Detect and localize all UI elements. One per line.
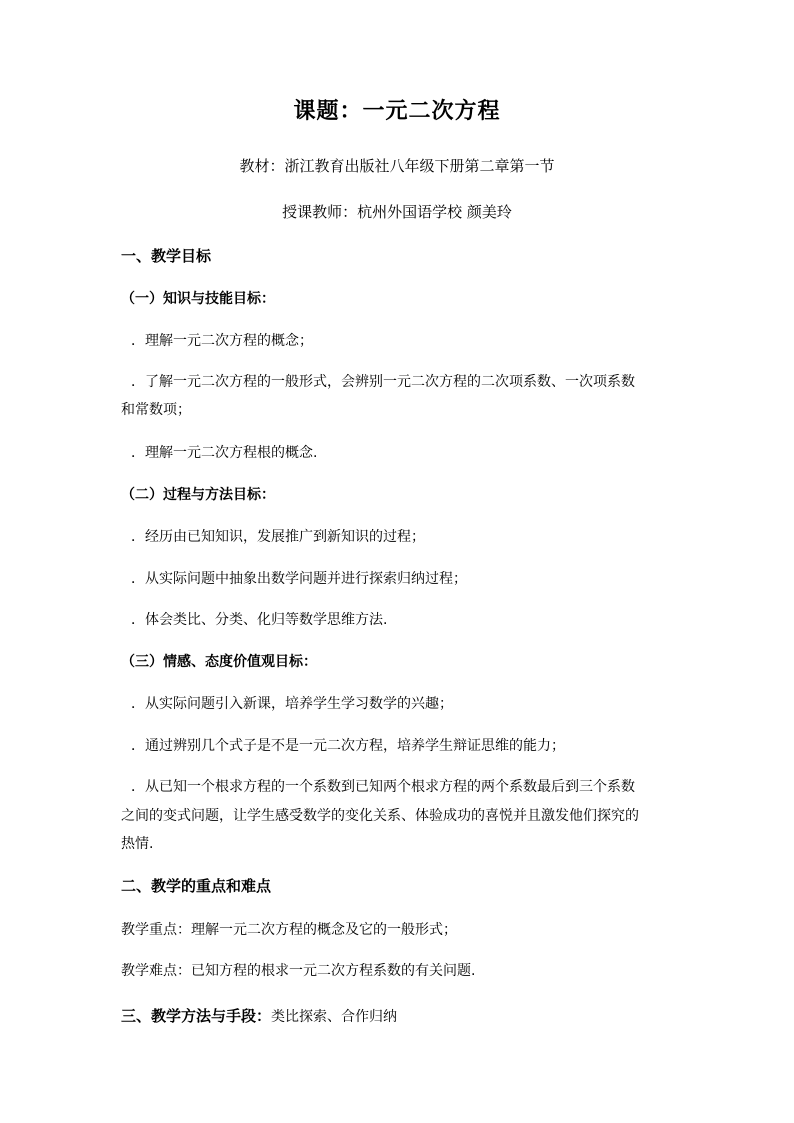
list-item: ．经历由已知知识，发展推广到新知识的过程； (131, 529, 425, 545)
difficult-point-text: 教学难点：已知方程的根求一元二次方程系数的有关问题. (121, 963, 476, 979)
methods-heading-label: 三、教学方法与手段： (121, 1007, 272, 1025)
page-title: 课题：一元二次方程 (293, 99, 501, 124)
subsection-heading-attitude: （三）情感、态度价值观目标： (121, 654, 317, 670)
methods-content: 类比探索、合作归纳 (271, 1009, 398, 1025)
list-item: ．体会类比、分类、化归等数学思维方法. (131, 612, 388, 628)
subsection-heading-knowledge: （一）知识与技能目标： (121, 291, 275, 307)
list-item: ．从实际问题引入新课，培养学生学习数学的兴趣； (131, 696, 453, 712)
section-heading-objectives: 一、教学目标 (121, 247, 212, 265)
list-item: ．理解一元二次方程的概念； (131, 333, 313, 349)
list-item-continuation: 和常数项； (121, 402, 191, 418)
list-item-continuation: 之间的变式问题，让学生感受数学的变化关系、体验成功的喜悦并且激发他们探究的 (121, 808, 639, 824)
list-item: ．从实际问题中抽象出数学问题并进行探索归纳过程； (131, 571, 467, 587)
textbook-info: 教材：浙江教育出版社八年级下册第二章第一节 (239, 157, 555, 175)
subsection-heading-process: （二）过程与方法目标： (121, 487, 275, 503)
list-item: ．从已知一个根求方程的一个系数到已知两个根求方程的两个系数最后到三个系数 (131, 779, 635, 795)
list-item: ．了解一元二次方程的一般形式，会辨别一元二次方程的二次项系数、一次项系数 (131, 374, 635, 390)
teacher-info: 授课教师：杭州外国语学校 颜美玲 (282, 203, 512, 221)
list-item-continuation: 热情. (121, 836, 154, 852)
list-item: ．理解一元二次方程根的概念. (131, 445, 318, 461)
section-heading-methods (121, 1006, 397, 1027)
section-heading-key-points: 二、教学的重点和难点 (121, 877, 272, 895)
list-item: ．通过辨别几个式子是不是一元二次方程，培养学生辩证思维的能力； (131, 738, 565, 754)
key-point-text: 教学重点：理解一元二次方程的概念及它的一般形式； (121, 922, 457, 938)
